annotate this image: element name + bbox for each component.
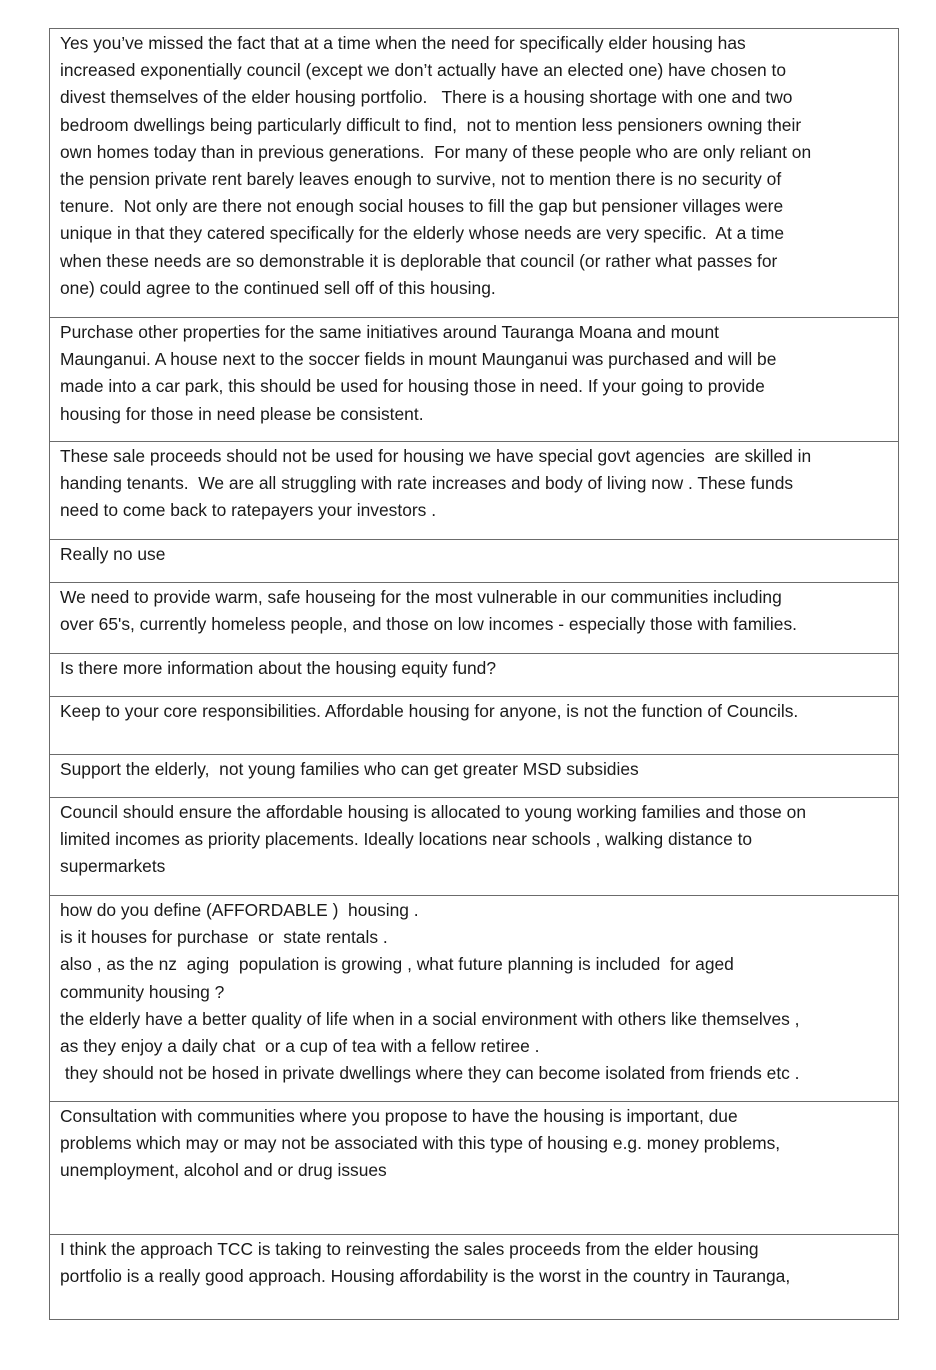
comment-line: Really no use [60, 544, 166, 564]
comment-line: is it houses for purchase or state rentals . [60, 927, 388, 948]
comment-line: bedroom dwellings being particularly difficult to find, not to mention less pensioners owning their [60, 114, 802, 135]
comment-row-2 [50, 318, 898, 442]
comment-line: Maunganui. A house next to the soccer fields in mount Maunganui was purchased and will be [60, 349, 777, 370]
comment-line: Yes you’ve missed the fact that at a time when the need for specifically elder housing has [60, 33, 746, 53]
comment-line: how do you define (AFFORDABLE ) housing . [60, 900, 419, 920]
comment-line: Purchase other properties for the same initiatives around Tauranga Moana and mount [60, 322, 719, 342]
comment-row-4 [50, 540, 898, 583]
comment-line: Consultation with communities where you propose to have the housing is important, due [60, 1106, 738, 1126]
comment-line: the elderly have a better quality of life when in a social environment with others like themselves , [60, 1008, 800, 1029]
comment-line: when these needs are so demonstrable it is deplorable that council (or rather what passes for [60, 250, 778, 271]
comment-row-3 [50, 442, 898, 540]
comment-line: they should not be hosed in private dwellings where they can become isolated from friends etc . [60, 1063, 800, 1084]
comment-line: supermarkets [60, 856, 166, 877]
comment-line: also , as the nz aging population is growing , what future planning is included for aged [60, 954, 734, 975]
comment-line: problems which may or may not be associated with this type of housing e.g. money problems, [60, 1133, 781, 1154]
comment-line: community housing ? [60, 981, 225, 1002]
comment-row-8 [50, 755, 898, 798]
comment-line: portfolio is a really good approach. Housing affordability is the worst in the country in Tauranga, [60, 1266, 791, 1287]
comment-row-12 [50, 1235, 898, 1320]
comment-line: I think the approach TCC is taking to reinvesting the sales proceeds from the elder housing [60, 1239, 759, 1259]
comment-line: the pension private rent barely leaves enough to survive, not to mention there is no security of [60, 169, 782, 190]
comment-line: Support the elderly, not young families who can get greater MSD subsidies [60, 759, 639, 779]
comment-line: as they enjoy a daily chat or a cup of tea with a fellow retiree . [60, 1036, 540, 1057]
comments-table [49, 28, 899, 1320]
comment-line: own homes today than in previous generations. For many of these people who are only reliant on [60, 141, 812, 162]
comment-line: These sale proceeds should not be used for housing we have special govt agencies are skilled in [60, 446, 812, 466]
comment-row-6 [50, 654, 898, 697]
comment-line: increased exponentially council (except we don’t actually have an elected one) have chosen to [60, 60, 787, 81]
comment-line: over 65's, currently homeless people, and those on low incomes - especially those with families. [60, 614, 797, 635]
comment-row-1 [50, 29, 898, 318]
comment-line: one) could agree to the continued sell off of this housing. [60, 277, 496, 298]
comment-line: housing for those in need please be consistent. [60, 403, 424, 424]
comment-row-7 [50, 697, 898, 755]
comment-row-5 [50, 583, 898, 654]
comment-line: limited incomes as priority placements. Ideally locations near schools , walking distance to [60, 829, 753, 850]
comment-row-9 [50, 798, 898, 896]
comment-line: tenure. Not only are there not enough social houses to fill the gap but pensioner villages were [60, 196, 784, 217]
comment-line: unique in that they catered specifically for the elderly whose needs are very specific. At a time [60, 223, 785, 244]
comment-line: handing tenants. We are all struggling with rate increases and body of living now . These funds [60, 473, 794, 494]
comment-row-10 [50, 896, 898, 1102]
comment-line: We need to provide warm, safe houseing for the most vulnerable in our communities including [60, 587, 782, 607]
comment-row-11 [50, 1102, 898, 1235]
comment-line: divest themselves of the elder housing portfolio. There is a housing shortage with one and two [60, 87, 793, 108]
comment-line: need to come back to ratepayers your investors . [60, 500, 437, 521]
comment-line: Is there more information about the housing equity fund? [60, 658, 497, 678]
comment-line: unemployment, alcohol and or drug issues [60, 1160, 387, 1181]
comment-line: made into a car park, this should be used for housing those in need. If your going to provide [60, 376, 765, 397]
comment-line: Council should ensure the affordable housing is allocated to young working families and those on [60, 802, 807, 822]
comment-line: Keep to your core responsibilities. Affordable housing for anyone, is not the function of Councils. [60, 701, 799, 721]
